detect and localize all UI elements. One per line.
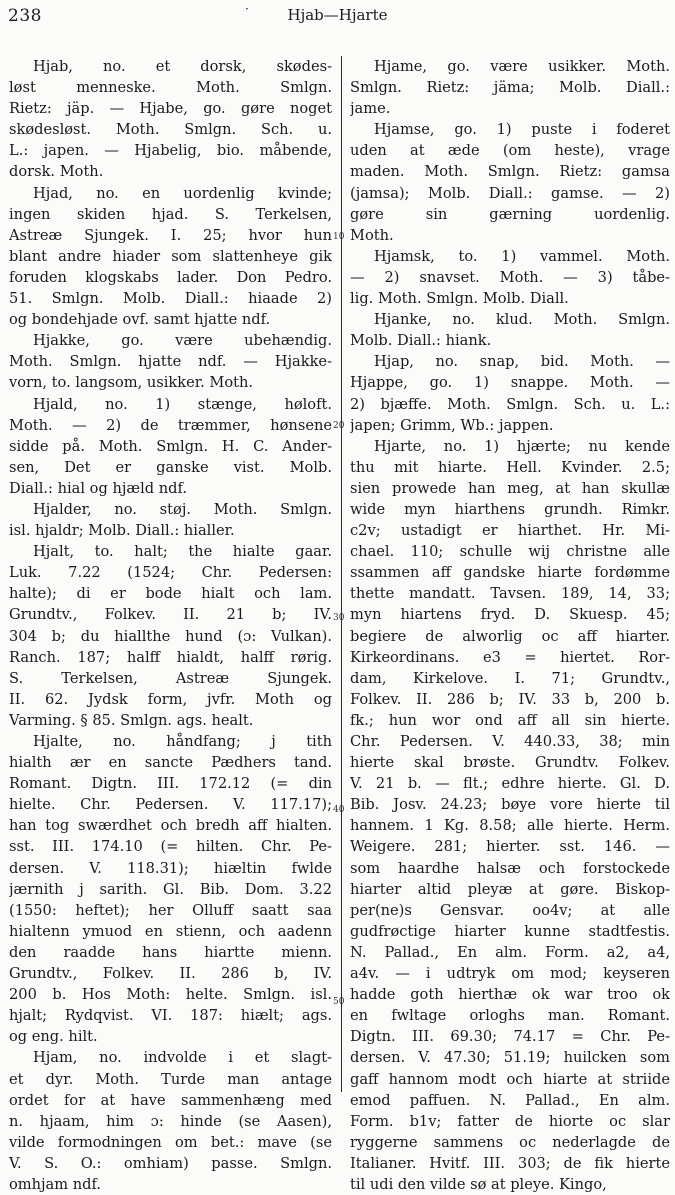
text-line: sen, Det er ganske vist. Molb.	[9, 458, 332, 476]
text-line: løst menneske. Moth. Smlgn.	[9, 79, 332, 97]
text-line: Hjamsk, to. 1) vammel. Moth.	[374, 247, 670, 265]
text-line: Moth.	[350, 226, 394, 244]
text-line: isl. hjaldr; Molb. Diall.: hialler.	[9, 522, 235, 540]
line-number-30: 30	[333, 613, 345, 623]
text-line: V. 21 b. — flt.; edhre hierte. Gl. D.	[350, 775, 670, 793]
text-line: Diall.: hial og hjæld ndf.	[9, 479, 187, 497]
text-line: Romant. Digtn. III. 172.12 (= din	[9, 775, 332, 793]
text-line: L.: japen. — Hjabelig, bio. måbende,	[9, 142, 332, 160]
text-line: Chr. Pedersen. V. 440.33, 38; min	[350, 733, 670, 750]
text-line: uden at æde (om heste), vrage	[350, 142, 670, 160]
text-line: som haardhe halsæ och forstockede	[350, 859, 670, 877]
text-line: maden. Moth. Smlgn. Rietz: gamsa	[350, 163, 670, 181]
text-line: jærnith j sarith. Gl. Bib. Dom. 3.22	[9, 880, 332, 898]
text-line: Molb. Diall.: hiank.	[350, 332, 492, 350]
text-line: den raadde hans hiartte mienn.	[9, 943, 332, 961]
text-line: Hjamse, go. 1) puste i foderet	[374, 121, 670, 139]
text-line: myn hiartens fryd. D. Skuesp. 45;	[350, 606, 670, 624]
page-header	[0, 0, 675, 34]
text-line: Hjarte, no. 1) hjærte; nu kende	[374, 437, 670, 455]
text-line: lig. Moth. Smlgn. Molb. Diall.	[350, 290, 569, 308]
text-line: vorn, to. langsom, usikker. Moth.	[9, 374, 254, 392]
header-dot: ·	[245, 2, 249, 16]
text-line: og bondehjade ovf. samt hjatte ndf.	[9, 311, 271, 329]
text-line: sst. III. 174.10 (= hilten. Chr. Pe-	[9, 838, 332, 856]
text-line: foruden klogskabs lader. Don Pedro.	[9, 268, 332, 286]
text-line: chael. 110; schulle wij christne alle	[350, 543, 670, 561]
text-line: 2) bjæffe. Moth. Smlgn. Sch. u. L.:	[350, 395, 670, 413]
text-line: Folkev. II. 286 b; IV. 33 b, 200 b.	[350, 690, 670, 708]
text-line: Weigere. 281; hierter. sst. 146. —	[350, 838, 670, 856]
line-number-50: 50	[333, 997, 345, 1007]
text-line: Form. b1v; fatter de hiorte oc slar	[350, 1112, 670, 1130]
text-line: Grundtv., Folkev. II. 21 b; IV.	[9, 606, 332, 624]
text-line: II. 62. Jydsk form, jvfr. Moth og	[9, 690, 332, 708]
text-line: jame.	[350, 100, 391, 118]
text-line: (jamsa); Molb. Diall.: gamse. — 2)	[350, 184, 670, 202]
text-line: Hjald, no. 1) stænge, høloft.	[33, 395, 332, 413]
text-line: Hjalte, no. håndfang; j tith	[33, 733, 332, 750]
text-line: Luk. 7.22 (1524; Chr. Pedersen:	[9, 564, 332, 582]
text-line: per(ne)s Gensvar. oo4v; at alle	[350, 901, 670, 919]
line-number-20: 20	[333, 421, 345, 431]
text-line: hialth ær en sancte Pædhers tand.	[9, 754, 332, 772]
text-line: ingen skiden hjad. S. Terkelsen,	[9, 205, 332, 223]
text-line: c2v; ustadigt er hiarthet. Hr. Mi-	[350, 522, 670, 540]
text-line: S. Terkelsen, Astreæ Sjungek.	[9, 669, 332, 687]
text-line: hjalt; Rydqvist. VI. 187: hiælt; ags.	[9, 1007, 332, 1025]
text-line: N. Pallad., En alm. Form. a2, a4,	[350, 943, 670, 961]
text-line: dorsk. Moth.	[9, 163, 104, 181]
text-line: fk.; hun wor ond aff all sin hierte.	[350, 711, 670, 729]
text-line: Ranch. 187; halff hialdt, halff rørig.	[9, 648, 332, 666]
text-line: sien prowede han meg, at han skullæ	[350, 479, 670, 497]
text-line: gudfrøctige hiarter kunne stadtfestis.	[350, 922, 670, 940]
text-line: — 2) snavset. Moth. — 3) tåbe-	[350, 268, 670, 286]
text-line: gaff hannom modt och hiarte at striide	[350, 1070, 670, 1088]
text-line: n. hjaam, him ɔ: hinde (se Aasen),	[9, 1112, 332, 1130]
page-number: 238	[8, 6, 42, 26]
text-line: ssammen aff gandske hiarte fordømme	[350, 564, 670, 582]
text-line: en fwltage orloghs man. Romant.	[350, 1007, 670, 1025]
text-line: Varming. § 85. Smlgn. ags. healt.	[9, 711, 254, 729]
running-head: Hjab—Hjarte	[287, 6, 388, 24]
text-line: hielte. Chr. Pedersen. V. 117.17);	[9, 796, 332, 814]
text-line: Hjap, no. snap, bid. Moth. —	[374, 353, 670, 371]
text-line: gøre sin gærning uordenlig.	[350, 205, 670, 223]
text-line: Moth. — 2) de træmmer, hønsene	[9, 416, 332, 434]
text-line: hialtenn ymuod en stienn, och aadenn	[9, 922, 332, 940]
text-line: skødesløst. Moth. Smlgn. Sch. u.	[9, 121, 332, 139]
text-line: og eng. hilt.	[9, 1028, 98, 1046]
text-line: Hjappe, go. 1) snappe. Moth. —	[350, 374, 670, 392]
text-line: ryggerne sammens oc nederlagde de	[350, 1133, 670, 1151]
text-line: Astreæ Sjungek. I. 25; hvor hun	[9, 226, 332, 244]
text-line: emod paffuen. N. Pallad., En alm.	[350, 1091, 670, 1109]
text-line: hierte skal brøste. Grundtv. Folkev.	[350, 754, 670, 772]
text-line: thu mit hiarte. Hell. Kvinder. 2.5;	[350, 458, 670, 476]
text-line: Italianer. Hvitf. III. 303; de fik hierte	[350, 1154, 670, 1172]
text-line: Digtn. III. 69.30; 74.17 = Chr. Pe-	[350, 1028, 670, 1046]
text-line: hannem. 1 Kg. 8.58; alle hierte. Herm.	[350, 817, 670, 835]
line-number-10: 10	[333, 232, 345, 242]
text-line: Hjame, go. være usikker. Moth.	[374, 58, 670, 75]
right-column	[350, 56, 670, 1195]
text-line: Bib. Josv. 24.23; bøye vore hierte til	[350, 796, 670, 814]
text-line: Hjam, no. indvolde i et slagt-	[33, 1049, 332, 1067]
text-line: (1550: heftet); her Olluff saatt saa	[9, 901, 332, 919]
text-line: wide myn hiarthens grundh. Rimkr.	[350, 500, 670, 518]
text-line: et dyr. Moth. Turde man antage	[9, 1070, 332, 1088]
text-line: omhjam ndf.	[9, 1175, 101, 1193]
text-line: japen; Grimm, Wb.: jappen.	[350, 416, 554, 434]
text-line: sidde på. Moth. Smlgn. H. C. Ander-	[9, 437, 332, 455]
text-line: Smlgn. Rietz: jäma; Molb. Diall.:	[350, 79, 670, 97]
text-line: Kirkeordinans. e3 = hiertet. Ror-	[350, 648, 670, 666]
text-line: blant andre hiader som slattenheye gik	[9, 247, 332, 265]
column-divider	[341, 56, 342, 1092]
text-line: hadde goth hierthæ ok war troo ok	[350, 986, 670, 1004]
line-number-40: 40	[333, 805, 345, 815]
text-line: Hjab, no. et dorsk, skødes-	[33, 58, 332, 75]
text-line: 200 b. Hos Moth: helte. Smlgn. isl.	[9, 986, 332, 1004]
left-column	[9, 56, 332, 1195]
text-line: thette mandatt. Tavsen. 189, 14, 33;	[350, 585, 670, 603]
text-line: Hjanke, no. klud. Moth. Smlgn.	[374, 311, 670, 329]
text-line: dersen. V. 118.31); hiæltin fwlde	[9, 859, 332, 877]
text-line: a4v. — i udtryk om mod; keyseren	[350, 965, 670, 983]
text-line: han tog swærdhet och bredh aff hialten.	[9, 817, 332, 835]
text-line: Hjalder, no. støj. Moth. Smlgn.	[33, 500, 332, 518]
text-line: V. S. O.: omhiam) passe. Smlgn.	[9, 1154, 332, 1172]
text-line: dersen. V. 47.30; 51.19; huilcken som	[350, 1049, 670, 1067]
text-line: dam, Kirkelove. I. 71; Grundtv.,	[350, 669, 670, 687]
text-line: Hjalt, to. halt; the hialte gaar.	[33, 543, 332, 561]
text-line: 51. Smlgn. Molb. Diall.: hiaade 2)	[9, 290, 332, 308]
text-line: halte); di er bode hialt och lam.	[9, 585, 332, 603]
text-line: Rietz: jäp. — Hjabe, go. gøre noget	[9, 100, 332, 118]
text-line: begiere de alworlig oc aff hiarter.	[350, 627, 670, 645]
text-line: vilde formodningen om bet.: mave (se	[9, 1133, 332, 1151]
text-line: Grundtv., Folkev. II. 286 b, IV.	[9, 965, 332, 983]
text-line: Hjad, no. en uordenlig kvinde;	[33, 184, 332, 202]
text-line: til udi den vilde sø at pleye. Kingo,	[350, 1175, 607, 1193]
text-line: ordet for at have sammenhæng med	[9, 1091, 332, 1109]
text-line: Hjakke, go. være ubehændig.	[33, 332, 332, 350]
text-line: 304 b; du hiallthe hund (ɔ: Vulkan).	[9, 627, 332, 645]
text-line: Moth. Smlgn. hjatte ndf. — Hjakke-	[9, 353, 332, 371]
text-line: hiarter altid pleyæ at gøre. Biskop-	[350, 880, 670, 898]
